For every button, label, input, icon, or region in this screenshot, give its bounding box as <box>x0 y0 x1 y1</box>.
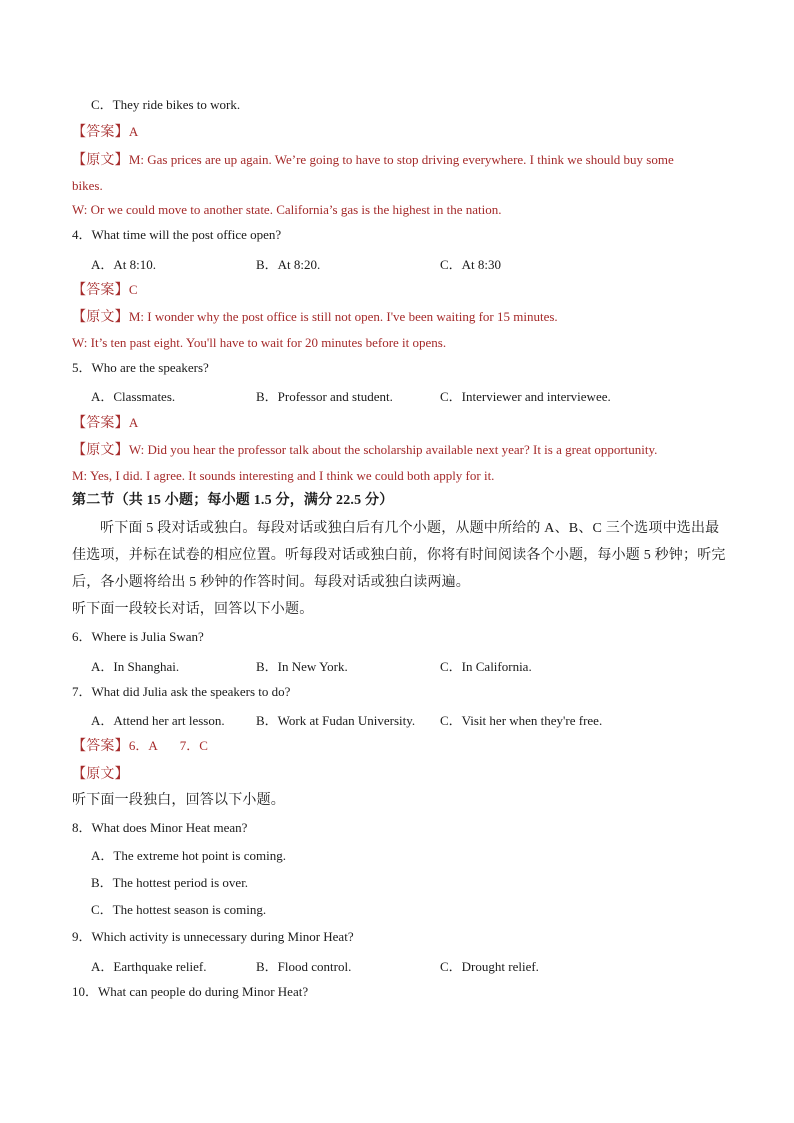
answer-value: 6．A 7．C <box>128 738 208 753</box>
answer-label: 【答案】 <box>72 125 129 140</box>
q6-option-c: C．In California. <box>440 659 532 674</box>
q5-transcript-1 <box>72 441 657 460</box>
transcript-text: M: Gas prices are up again. We’re going to have to stop driving everywhere. I think we should buy some <box>128 152 674 167</box>
q7-question: 7．What did Julia ask the speakers to do? <box>72 684 291 699</box>
q5-option-c: C．Interviewer and interviewee. <box>440 389 611 404</box>
q6-option-b: B．In New York. <box>256 659 348 674</box>
q7-option-b: B．Work at Fudan University. <box>256 713 416 728</box>
answer-label: 【答案】 <box>72 416 129 431</box>
answer-value: A <box>128 415 139 430</box>
q4-transcript-1 <box>72 308 558 327</box>
answer-label: 【答案】 <box>72 283 129 298</box>
q5-question: 5．Who are the speakers? <box>72 360 209 375</box>
q4-option-b: B．At 8:20. <box>256 257 321 272</box>
q6-7-transcript <box>72 765 129 784</box>
q3-transcript-2: bikes. <box>72 178 103 193</box>
q10-question: 10．What can people do during Minor Heat? <box>72 984 309 999</box>
q3-transcript-1 <box>72 151 674 170</box>
q3-transcript-3: W: Or we could move to another state. California’s gas is the highest in the nation. <box>72 202 502 217</box>
section2-instruction-1: 听下面 5 段对话或独白。每段对话或独白后有几个小题，从题中所给的 A、B、C 三个选项中选出最 <box>100 521 720 536</box>
transcript-label: 【原文】 <box>72 153 129 168</box>
section2-instruction-3: 后，各小题将给出 5 秒钟的作答时间。每段对话或独白读两遍。 <box>72 575 470 590</box>
q8-option-c: C．The hottest season is coming. <box>91 902 267 917</box>
q7-option-c: C．Visit her when they're free. <box>440 713 603 728</box>
q4-option-a: A．At 8:10. <box>91 257 157 272</box>
q8-question: 8．What does Minor Heat mean? <box>72 820 248 835</box>
q4-answer <box>72 281 137 300</box>
q6-option-a: A．In Shanghai. <box>91 659 180 674</box>
q4-transcript-2: W: It’s ten past eight. You'll have to wait for 20 minutes before it opens. <box>72 335 447 350</box>
q5-answer <box>72 414 138 433</box>
q7-option-a: A．Attend her art lesson. <box>91 713 225 728</box>
q9-option-a: A．Earthquake relief. <box>91 959 207 974</box>
q9-option-c: C．Drought relief. <box>440 959 539 974</box>
transcript-text: M: I wonder why the post office is still not open. I've been waiting for 15 minutes. <box>128 309 558 324</box>
q6-7-answer <box>72 737 208 756</box>
section2-instruction-2: 佳选项，并标在试卷的相应位置。听每段对话或独白前，你将有时间阅读各个小题，每小题 5 秒钟；听完 <box>72 548 726 563</box>
q3-option-c: C．They ride bikes to work. <box>91 97 241 112</box>
q5-option-b: B．Professor and student. <box>256 389 393 404</box>
q8-option-b: B．The hottest period is over. <box>91 875 249 890</box>
answer-label: 【答案】 <box>72 739 129 754</box>
transcript-label: 【原文】 <box>72 443 129 458</box>
q9-question: 9．Which activity is unnecessary during Minor Heat? <box>72 929 354 944</box>
q6-question: 6．Where is Julia Swan? <box>72 629 204 644</box>
q4-option-c: C．At 8:30 <box>440 257 502 272</box>
q5-option-a: A．Classmates. <box>91 389 176 404</box>
transcript-label: 【原文】 <box>72 767 129 782</box>
q3-answer <box>72 123 138 142</box>
answer-value: C <box>128 282 138 297</box>
q5-transcript-2: M: Yes, I did. I agree. It sounds interesting and I think we could both apply for it. <box>72 468 495 483</box>
monologue-intro: 听下面一段独白，回答以下小题。 <box>72 793 285 808</box>
answer-value: A <box>128 124 139 139</box>
q8-option-a: A．The extreme hot point is coming. <box>91 848 286 863</box>
dialogue-intro: 听下面一段较长对话，回答以下小题。 <box>72 602 314 617</box>
q9-option-b: B．Flood control. <box>256 959 352 974</box>
transcript-label: 【原文】 <box>72 310 129 325</box>
section2-heading: 第二节（共 15 小题；每小题 1.5 分，满分 22.5 分） <box>72 493 394 508</box>
transcript-text: W: Did you hear the professor talk about the scholarship available next year? It is a great opportunity. <box>128 442 658 457</box>
q4-question: 4．What time will the post office open? <box>72 227 282 242</box>
